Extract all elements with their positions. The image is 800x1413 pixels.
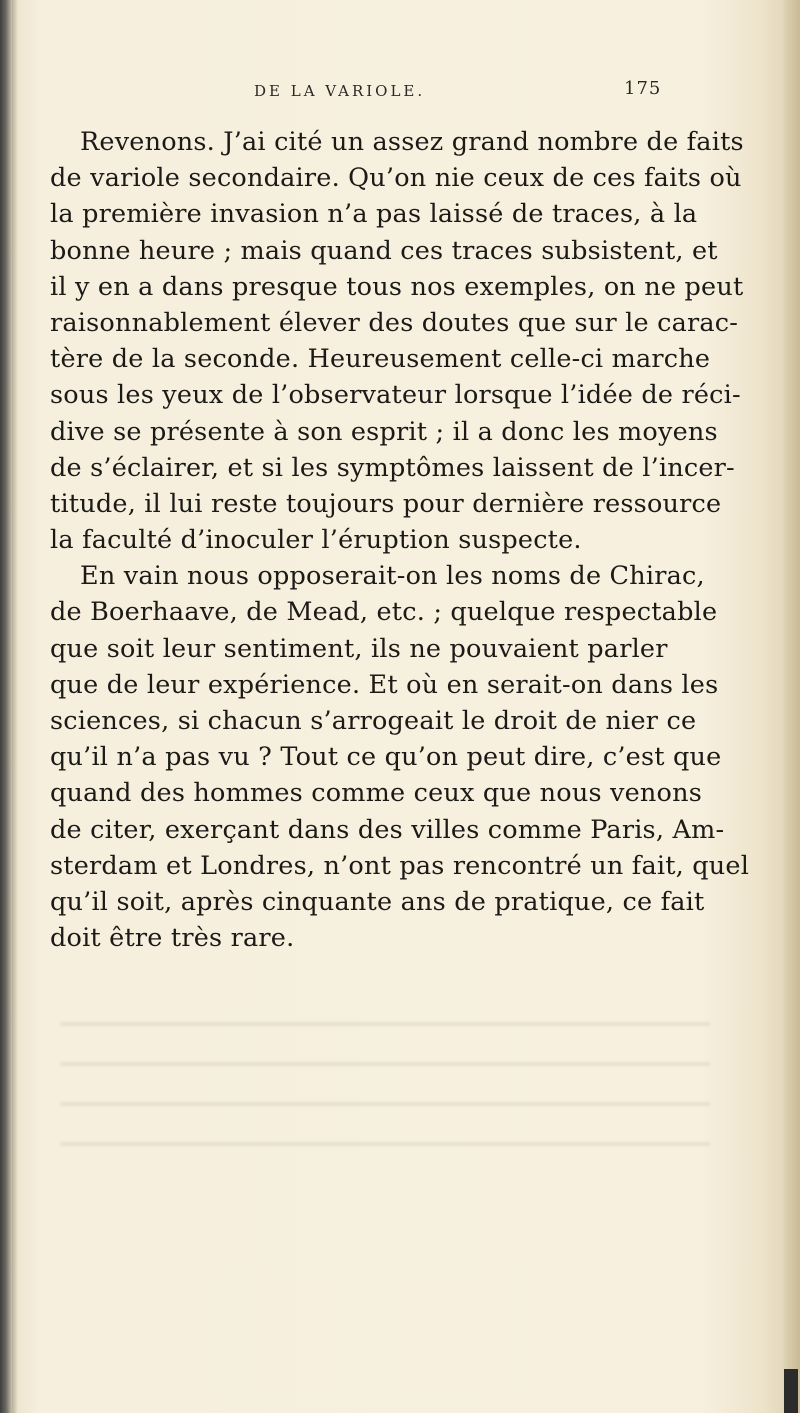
text-line: tère de la seconde. Heureusement celle-ci marche xyxy=(50,344,711,375)
text-line: de variole secondaire. Qu’on nie ceux de ces faits où xyxy=(50,163,742,194)
text-line: qu’il n’a pas vu ? Tout ce qu’on peut dire, c’est que xyxy=(50,742,722,773)
text-line: qu’il soit, après cinquante ans de pratique, ce fait xyxy=(50,886,705,917)
text-line: de Boerhaave, de Mead, etc. ; quelque respectable xyxy=(50,597,718,628)
scan-corner-mark xyxy=(784,1369,798,1413)
binding-gutter xyxy=(0,0,12,1413)
text-line: que de leur expérience. Et où en serait-on dans les xyxy=(50,669,719,700)
text-line: dive se présente à son esprit ; il a donc les moyens xyxy=(50,416,718,447)
page-number: 175 xyxy=(624,78,662,99)
text-line: quand des hommes comme ceux que nous venons xyxy=(50,778,703,809)
page-header xyxy=(254,72,674,112)
text-line: raisonnablement élever des doutes que sur le carac- xyxy=(50,307,739,338)
page-edge xyxy=(782,0,800,1413)
text-line: sous les yeux de l’observateur lorsque l’idée de réci- xyxy=(50,380,741,411)
show-through-texture xyxy=(60,1000,710,1170)
running-head: DE LA VARIOLE. xyxy=(254,82,426,100)
text-line: de citer, exerçant dans des villes comme Paris, Am- xyxy=(50,814,725,845)
text-line: En vain nous opposerait-on les noms de Chirac, xyxy=(80,561,705,592)
text-line: Revenons. J’ai cité un assez grand nombre de faits xyxy=(80,127,744,157)
text-line: que soit leur sentiment, ils ne pouvaient parler xyxy=(50,633,668,664)
text-line: sterdam et Londres, n’ont pas rencontré un fait, quel xyxy=(50,850,750,881)
text-line: la première invasion n’a pas laissé de traces, à la xyxy=(50,199,698,230)
text-line: il y en a dans presque tous nos exemples, on ne peut xyxy=(50,271,744,302)
text-line: bonne heure ; mais quand ces traces subsistent, et xyxy=(50,235,718,266)
text-line: titude, il lui reste toujours pour dernière ressource xyxy=(50,488,722,519)
text-line: sciences, si chacun s’arrogeait le droit de nier ce xyxy=(50,706,697,736)
text-line: de s’éclairer, et si les symptômes laissent de l’incer- xyxy=(50,452,735,483)
body-text xyxy=(50,124,750,956)
text-line: doit être très rare. xyxy=(50,923,295,954)
text-line: la faculté d’inoculer l’éruption suspecte. xyxy=(50,525,582,556)
